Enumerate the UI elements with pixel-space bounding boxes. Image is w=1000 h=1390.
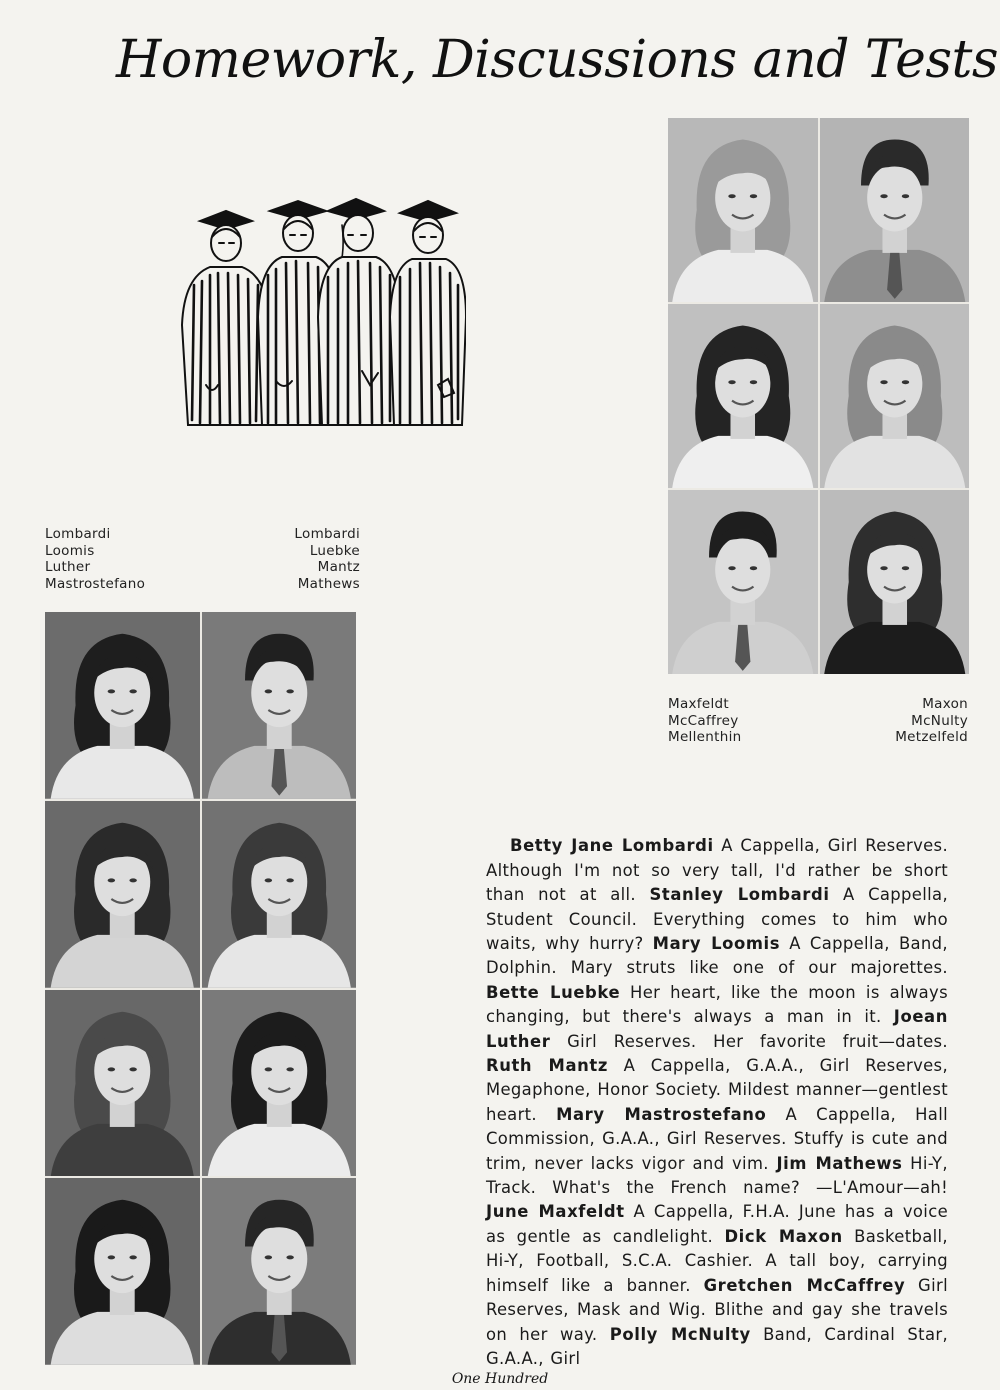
- caption-name: Lombardi: [294, 526, 360, 542]
- student-description: Hi-Y, Track. What's the French name? —L'Amour—ah!: [486, 1153, 948, 1198]
- student-name: Dick Maxon: [724, 1226, 843, 1246]
- student-name: Bette Luebke: [486, 982, 621, 1002]
- left-captions-column-1: [45, 526, 145, 592]
- student-description: A Cappella, F.H.A. June has a voice as gentle as candlelight.: [486, 1202, 949, 1246]
- caption-name: Loomis: [45, 542, 95, 559]
- caption-name: Luther: [45, 559, 91, 575]
- student-name: Jim Mathews: [776, 1153, 903, 1173]
- left-portrait-photo: [45, 990, 200, 1177]
- caption-name: Mellenthin: [668, 729, 742, 745]
- senior-write-up-paragraph: [486, 834, 948, 1371]
- left-portrait-photo: [45, 1178, 200, 1365]
- graduate-figure-3: [318, 199, 400, 425]
- page-title: Homework, Discussions and Tests: [116, 30, 999, 90]
- right-portrait-photo: [668, 118, 818, 302]
- student-description: A Cappella, Band, Dolphin. Mary struts like one of our majorettes.: [486, 934, 948, 978]
- page-number: One Hundred: [451, 1371, 549, 1387]
- student-description: Girl Reserves, Mask and Wig. Blithe and gay she travels on her way.: [486, 1275, 948, 1344]
- caption-name: Mathews: [297, 575, 360, 592]
- right-portrait-grid: [668, 118, 969, 674]
- right-portrait-photo: [668, 490, 818, 674]
- student-description: Basketball, Hi-Y, Football, S.C.A. Cashier. A tall boy, carrying himself like a banner.: [486, 1226, 948, 1295]
- right-captions-column-1: [668, 696, 741, 746]
- graduate-figure-1: [182, 211, 270, 425]
- student-name: June Maxfeldt: [486, 1202, 625, 1222]
- caption-name: Luebke: [309, 542, 360, 559]
- left-portrait-photo: [202, 801, 357, 988]
- student-description: Band, Cardinal Star, G.A.A., Girl: [486, 1324, 949, 1368]
- student-name: Mary Mastrostefano: [556, 1104, 767, 1124]
- student-description: A Cappella, Girl Reserves. Although I'm not so very tall, I'd rather be short than not at all.: [486, 836, 948, 905]
- left-portrait-photo: [202, 990, 357, 1177]
- graduates-illustration: [176, 185, 466, 430]
- caption-name: Metzelfeld: [895, 729, 968, 745]
- caption-name: McCaffrey: [668, 712, 739, 729]
- graduate-figure-4: [390, 201, 466, 425]
- left-portrait-photo: [202, 1178, 357, 1365]
- left-portrait-photo: [45, 612, 200, 799]
- student-description: A Cappella, G.A.A., Girl Reserves, Megaphone, Honor Society. Mildest manner—gentlest heart.: [486, 1056, 949, 1124]
- student-description: A Cappella, Student Council. Everything comes to him who waits, why hurry?: [486, 885, 949, 954]
- right-captions-column-2: [858, 696, 968, 746]
- right-portrait-photo: [820, 490, 970, 674]
- left-portrait-photo: [202, 612, 357, 799]
- student-name: Joean Luther: [486, 1007, 948, 1051]
- caption-name: Maxon: [922, 696, 968, 712]
- student-name: Gretchen McCaffrey: [703, 1275, 906, 1295]
- student-name: Betty Jane Lombardi: [510, 836, 714, 856]
- student-description: A Cappella, Hall Commission, G.A.A., Girl Reserves. Stuffy is cute and trim, never lacks vigor and vim.: [486, 1104, 949, 1173]
- caption-name: Mantz: [317, 559, 360, 575]
- caption-name: Maxfeldt: [668, 696, 729, 712]
- left-portrait-photo: [45, 801, 200, 988]
- caption-name: McNulty: [911, 712, 968, 729]
- student-name: Polly McNulty: [609, 1324, 751, 1344]
- right-portrait-photo: [820, 118, 970, 302]
- left-captions-column-2: [250, 526, 360, 592]
- caption-name: Lombardi: [45, 526, 111, 542]
- student-name: Mary Loomis: [652, 934, 781, 954]
- student-name: Stanley Lombardi: [649, 885, 830, 905]
- right-portrait-photo: [820, 304, 970, 488]
- caption-name: Mastrostefano: [45, 575, 146, 592]
- student-name: Ruth Mantz: [486, 1056, 608, 1076]
- right-portrait-photo: [668, 304, 818, 488]
- left-portrait-grid: [45, 612, 356, 1365]
- student-description: Girl Reserves. Her favorite fruit—dates.: [550, 1031, 948, 1051]
- student-description: Her heart, like the moon is always changing, but there's always a man in it.: [486, 982, 948, 1027]
